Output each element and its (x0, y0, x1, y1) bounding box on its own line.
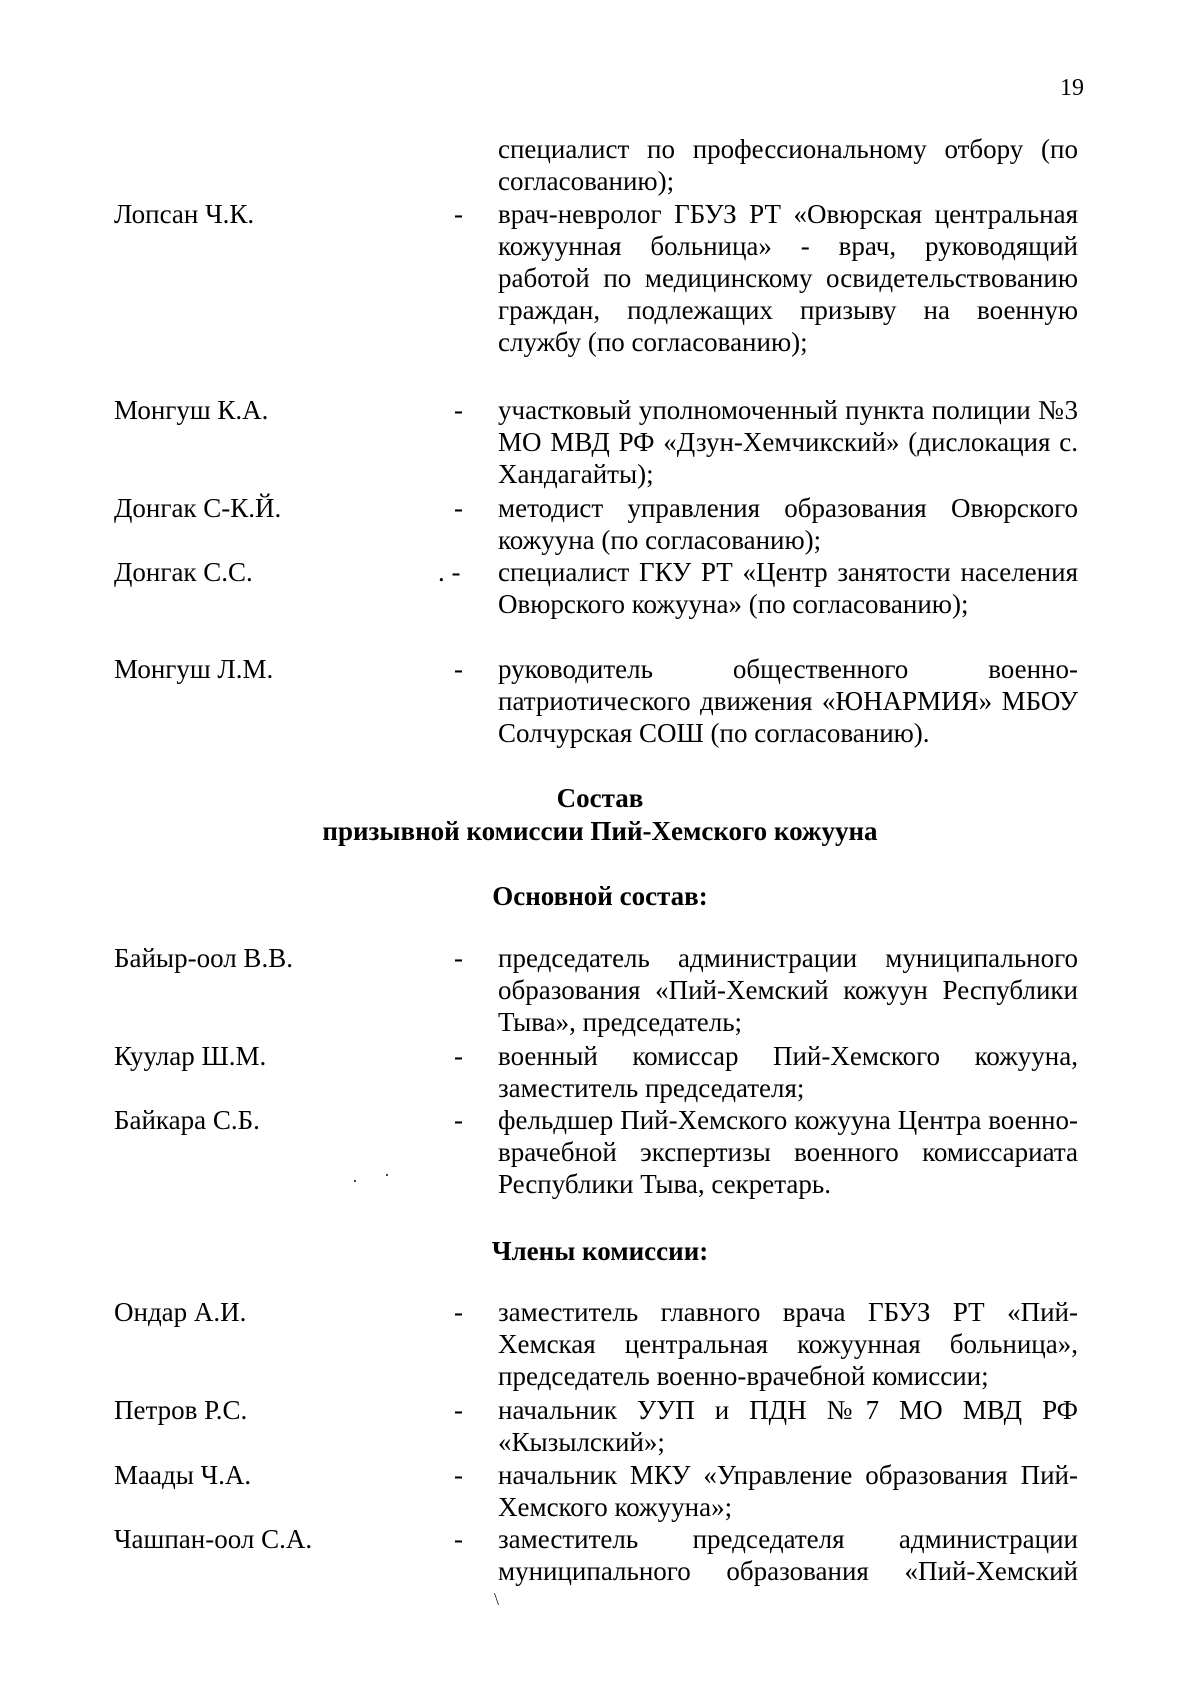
section-title: Состав (556, 783, 644, 813)
section-subtitle: призывной комиссии Пий-Хемского кожууна (322, 816, 878, 846)
entry-role: участковый уполномоченный пункта полиции №3 МО МВД РФ «Дзун-Хемчикский» (дислокация с. Хандагайты); (498, 395, 1078, 489)
entry-role: специалист по профессиональному отбору (по согласованию); (498, 134, 1078, 196)
entry-role: методист управления образования Овюрского кожууна (по согласованию); (498, 493, 1078, 555)
entry-dash: - (454, 1041, 463, 1071)
entry-name: Байыр-оол В.В. (114, 943, 293, 973)
entry-role: заместитель председателя администрации муниципального образования «Пий-Хемский (498, 1524, 1078, 1586)
entry-name: Маады Ч.А. (114, 1460, 252, 1490)
entry-dash: - (454, 1524, 463, 1554)
entry-dash: - (454, 199, 463, 229)
entry-role: начальник УУП и ПДН №7 МО МВД РФ «Кызылский»; (498, 1395, 1078, 1457)
entry-dash: - (454, 1395, 463, 1425)
entry-role: председатель администрации муниципального образования «Пий-Хемский кожуун Республики Тыва», председатель; (498, 943, 1078, 1037)
entry-dash: - (454, 493, 463, 523)
entry-dash: - (454, 654, 463, 684)
entry-role: военный комиссар Пий-Хемского кожууна, заместитель председателя; (498, 1041, 1078, 1103)
page-number: 19 (1060, 75, 1084, 101)
entry-role: специалист ГКУ РТ «Центр занятости населения Овюрского кожууна» (по согласованию); (498, 557, 1078, 619)
entry-name: Монгуш Л.М. (114, 654, 274, 684)
entry-name: Монгуш К.А. (114, 395, 269, 425)
commission-members-heading: Члены комиссии: (491, 1236, 709, 1266)
entry-name: Ондар А.И. (114, 1297, 247, 1327)
entry-name: Чашпан-оол С.А. (114, 1524, 313, 1554)
entry-role: врач-невролог ГБУЗ РТ «Овюрская центральная кожуунная больница» - врач, руководящий работой по медицинскому освидетельствованию граждан, подлежащих призыву на военную службу (по согласованию); (498, 199, 1078, 357)
entry-role: руководитель общественного военно-патриотического движения «ЮНАРМИЯ» МБОУ Солчурская СОШ (по согласованию). (498, 654, 1078, 748)
scan-speck: · (384, 1165, 390, 1185)
entry-dash: . - (438, 557, 461, 587)
scan-speck: \ (494, 1589, 500, 1609)
entry-name: Петров Р.С. (114, 1395, 248, 1425)
entry-name: Байкара С.Б. (114, 1105, 260, 1135)
entry-dash: - (454, 1105, 463, 1135)
entry-dash: - (454, 1297, 463, 1327)
entry-name: Донгак С-К.Й. (114, 493, 282, 523)
entry-name: Донгак С.С. (114, 557, 253, 587)
entry-role: заместитель главного врача ГБУЗ РТ «Пий-Хемская центральная кожуунная больница», председатель военно-врачебной комиссии; (498, 1297, 1078, 1391)
entry-dash: - (454, 943, 463, 973)
entry-role: фельдшер Пий-Хемского кожууна Центра военно-врачебной экспертизы военного комиссариата Республики Тыва, секретарь. (498, 1105, 1078, 1199)
entry-name: Лопсан Ч.К. (114, 199, 255, 229)
entry-role: начальник МКУ «Управление образования Пий-Хемского кожууна»; (498, 1460, 1078, 1522)
entry-dash: - (454, 395, 463, 425)
entry-name: Куулар Ш.М. (114, 1041, 267, 1071)
main-composition-heading: Основной состав: (492, 881, 708, 911)
entry-dash: - (454, 1460, 463, 1490)
scan-speck: · (352, 1171, 358, 1191)
